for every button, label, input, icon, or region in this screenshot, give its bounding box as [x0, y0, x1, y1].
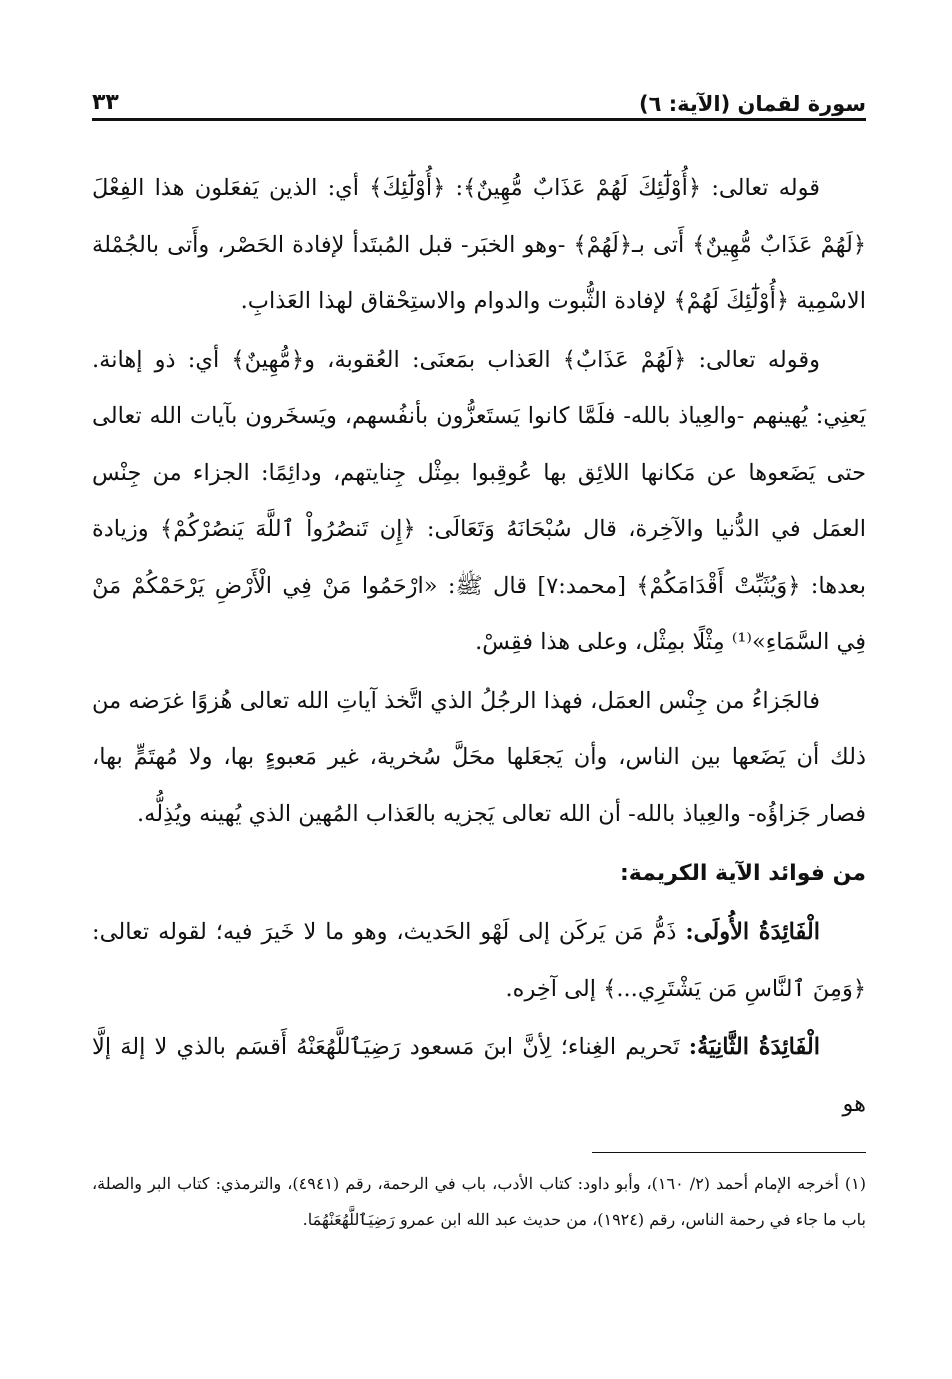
- benefit-2-text: تَحريم الغِناء؛ لِأنَّ ابنَ مَسعود رَضِيَٱللَّهُعَنْهُ أَقسَم بالذي لا إلهَ إلَّا هو: [92, 1034, 866, 1117]
- main-text: [92, 160, 866, 1134]
- paragraph-1: قوله تعالى: ﴿أُوْلَٰٓئِكَ لَهُمْ عَذَابٌ مُّهِينٌ﴾: ﴿أُوْلَٰٓئِكَ﴾ أي: الذين يَفعَلون هذا الفِعْلَ ﴿لَهُمْ عَذَابٌ مُّهِينٌ﴾ أَتى بـ﴿لَهُمْ﴾ -وهو الخبَر- قبل المُبتَدأ لإفادة الحَصْر، وأَتى بالجُمْلة الاسْمِية ﴿أُوْلَٰٓئِكَ لَهُمْ﴾ لإفادة الثُّبوت والدوام والاستِحْقاق لهذا العَذابِ.: [92, 175, 866, 314]
- benefit-2: [92, 1019, 866, 1132]
- header-divider: [92, 118, 866, 121]
- footnote-divider: [592, 1152, 866, 1153]
- benefit-1-label: الْفَائِدَةُ الأُولَى:: [685, 919, 820, 945]
- page-number: ٣٣: [92, 90, 119, 115]
- footnotes: [92, 1166, 866, 1238]
- section-heading: من فوائد الآية الكريمة:: [619, 861, 866, 886]
- paragraph-2: وقوله تعالى: ﴿لَهُمْ عَذَابٌ﴾ العَذاب بمَعنَى: العُقوبة، و﴿مُّهِينٌ﴾ أي: ذو إهانة. يَعنِي: يُهينهم -والعِياذ بالله- فلَمَّا كانوا يَستَعزُّون بأنفُسهم، ويَسخَرون بآيات الله تعالى حتى يَضَعوها عن مَكانها اللائِق بها عُوقِبوا بمِثْل جِنايتهم، ودائِمًا: الجزاء من جِنْس العمَل في الدُّنيا والآخِرة، قال سُبْحَانَهُ وَتَعَالَى: ﴿إِن تَنصُرُواْ ٱللَّهَ يَنصُرْكُمْ﴾ وزيادة بعدها: ﴿وَيُثَبِّتْ أَقْدَامَكُمْ﴾ [محمد:٧] قال ﷺ: «ارْحَمُوا مَنْ فِي الْأَرْضِ يَرْحَمْكُمْ مَنْ فِي السَّمَاءِ»⁽¹⁾ مِثْلًا بمِثْل، وعلى هذا فقِسْ.: [92, 346, 867, 655]
- benefit-2-label: الْفَائِدَةُ الثَّانِيَةُ:: [688, 1034, 820, 1060]
- paragraph-3: فالجَزاءُ من جِنْس العمَل، فهذا الرجُلُ الذي اتَّخذ آياتِ الله تعالى هُزوًا غرَضه من ذلك أن يَضَعها بين الناس، وأن يَجعَلها محَلَّ سُخرية، غير مَعبوءٍ بها، ولا مُهتَمٍّ بها، فصار جَزاؤُه- والعِياذ بالله- أن الله تعالى يَجزيه بالعَذاب المُهين الذي يُهينه ويُذِلُّه.: [92, 687, 866, 827]
- footnote-1: (١) أخرجه الإمام أحمد (٢/ ١٦٠)، وأبو داود: كتاب الأدب، باب في الرحمة، رقم (٤٩٤١)، والترمذي: كتاب البر والصلة، باب ما جاء في رحمة الناس، رقم (١٩٢٤)، من حديث عبد الله ابن عمرو رَضِيَٱللَّهُعَنْهُمَا.: [92, 1174, 866, 1229]
- benefit-1-text: ذَمُّ مَن يَركَن إلى لَهْو الحَديث، وهو ما لا خَيرَ فيه؛ لقوله تعالى: ﴿وَمِنَ ٱلنَّاسِ مَن يَشْتَرِي...﴾ إلى آخِره.: [92, 919, 866, 1002]
- benefit-1: [92, 904, 866, 1017]
- running-title: سورة لقمان (الآية: ٦): [638, 92, 866, 116]
